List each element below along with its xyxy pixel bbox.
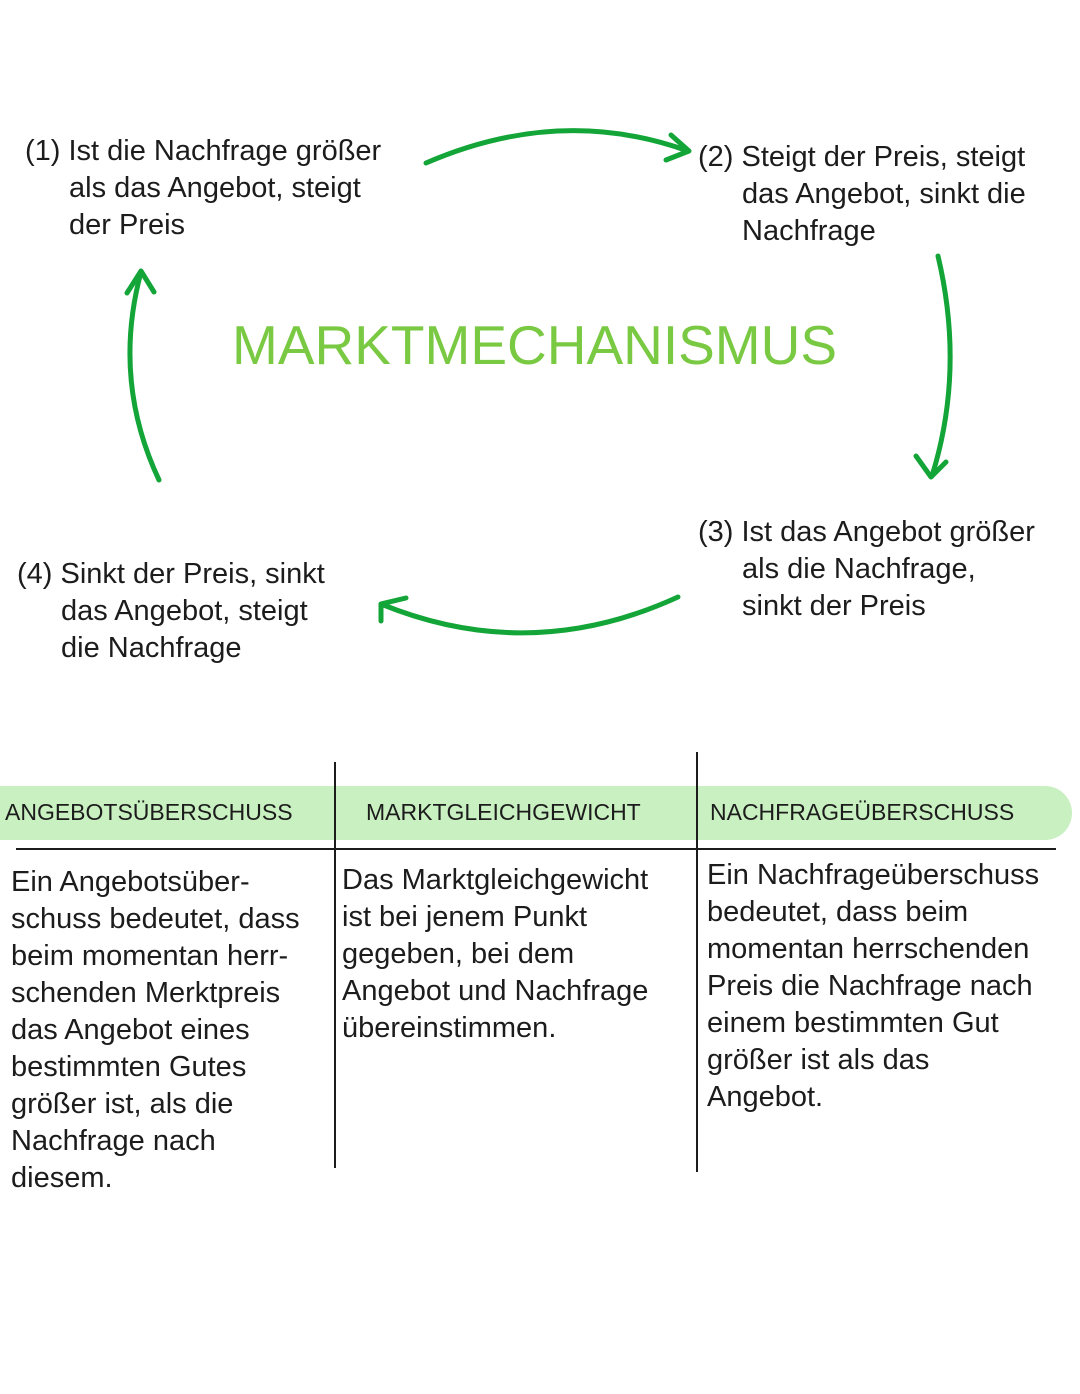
arrow-head-step2-to-step3	[916, 456, 946, 477]
diagram-title: MARKTMECHANISMUS	[232, 314, 838, 376]
arrow-step3-to-step4	[381, 597, 678, 633]
cycle-step-1: (1) Ist die Nachfrage größer als das Angebot, steigt der Preis	[25, 135, 382, 241]
table-header-angebotsueberschuss: ANGEBOTSÜBERSCHUSS	[5, 799, 293, 825]
cycle-step-3: (3) Ist das Angebot größer als die Nachfrage, sinkt der Preis	[698, 516, 1035, 622]
table-header-rule	[16, 848, 1056, 850]
arrow-step2-to-step3	[932, 256, 950, 476]
table-divider-2	[696, 752, 698, 1172]
table-cell-angebotsueberschuss: Ein Angebotsüber- schuss bedeutet, dass beim momentan herr- schenden Merktpreis das Angebot eines bestimmten Gutes größer ist, als die Nachfrage nach diesem.	[11, 866, 300, 1194]
arrow-step4-to-step1	[130, 272, 159, 480]
table-cell-nachfrageueberschuss: Ein Nachfrageüberschuss bedeutet, dass beim momentan herrschenden Preis die Nachfrage nach einem bestimmten Gut größer ist als das Angebot.	[707, 859, 1040, 1113]
cycle-step-4: (4) Sinkt der Preis, sinkt das Angebot, steigt die Nachfrage	[17, 558, 325, 664]
table-header-marktgleichgewicht: MARKTGLEICHGEWICHT	[366, 799, 641, 825]
table-divider-1	[334, 762, 336, 1168]
cycle-step-2: (2) Steigt der Preis, steigt das Angebot, sinkt die Nachfrage	[698, 141, 1026, 247]
table-cell-marktgleichgewicht: Das Marktgleichgewicht ist bei jenem Punkt gegeben, bei dem Angebot und Nachfrage übereinstimmen.	[342, 864, 649, 1044]
table-header-nachfrageueberschuss: NACHFRAGEÜBERSCHUSS	[710, 799, 1015, 825]
